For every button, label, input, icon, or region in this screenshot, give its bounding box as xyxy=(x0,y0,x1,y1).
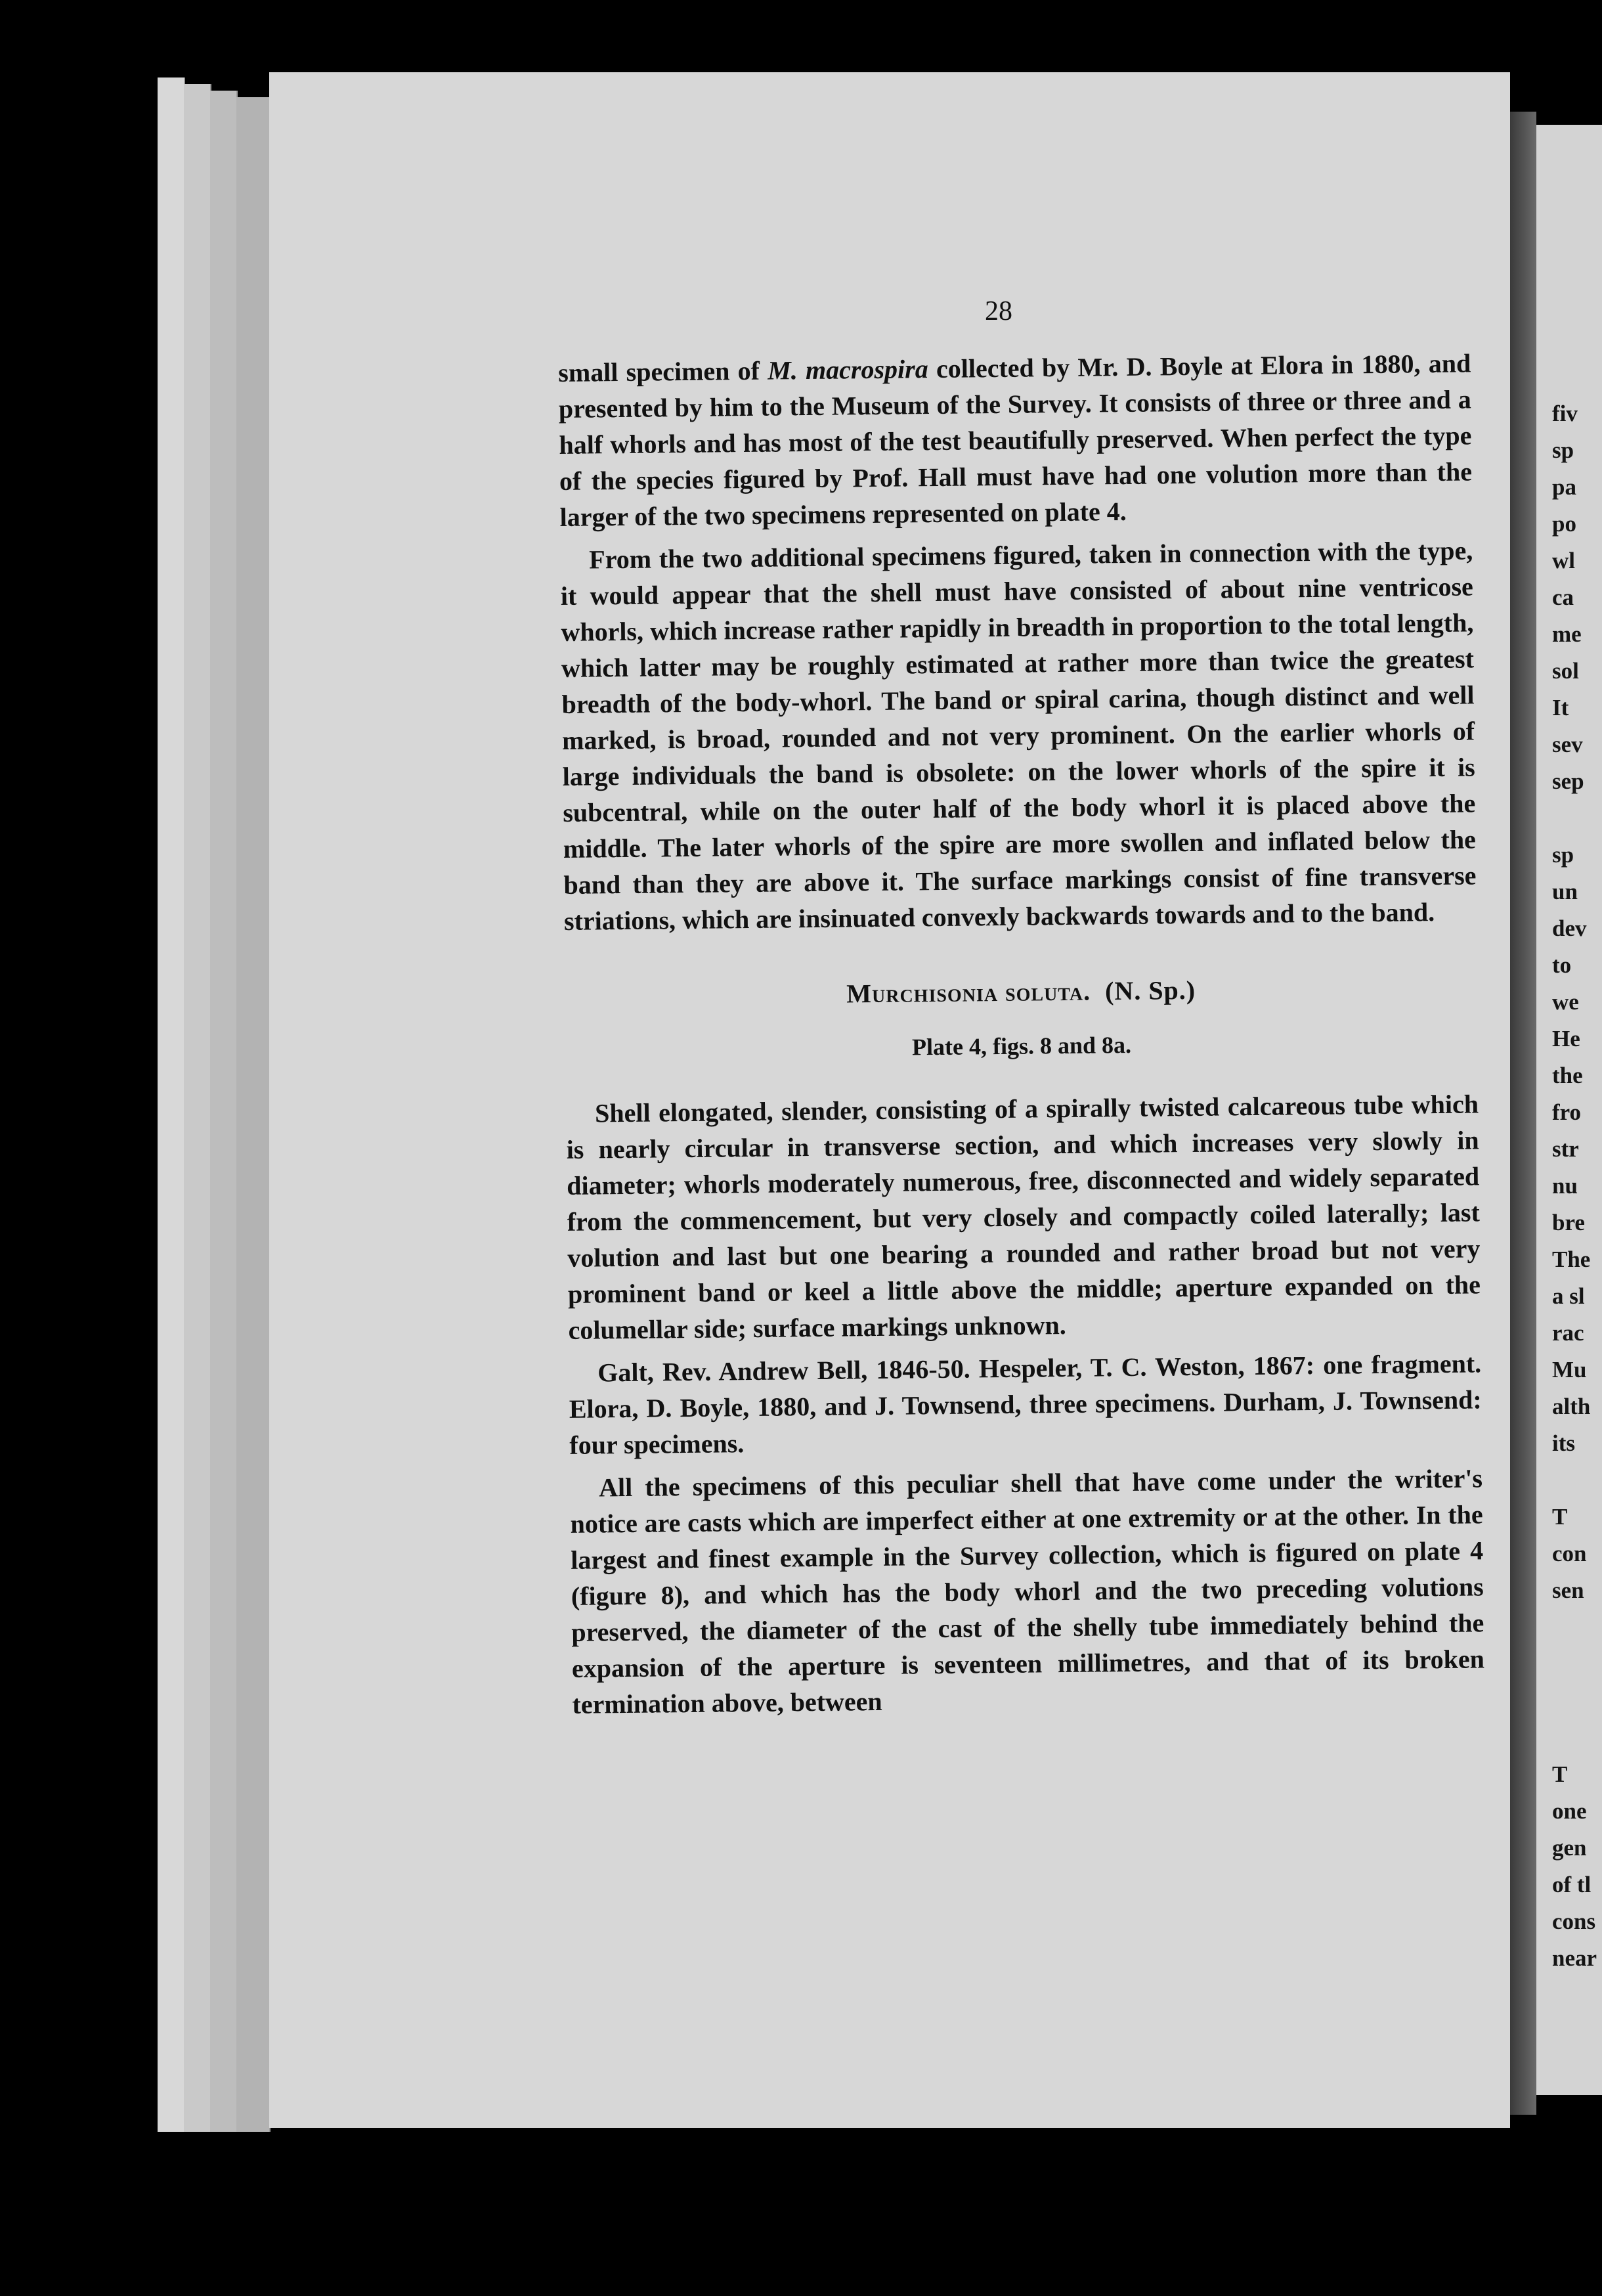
facing-line-fragment: sp xyxy=(1552,437,1574,463)
species-title: Murchisonia soluta. xyxy=(846,976,1091,1009)
facing-line-fragment: un xyxy=(1552,879,1578,904)
page-edge xyxy=(210,91,238,2132)
facing-line-fragment: rac xyxy=(1552,1320,1584,1346)
facing-page xyxy=(1536,125,1602,2095)
facing-line-fragment: dev xyxy=(1552,916,1587,941)
facing-line-fragment: wl xyxy=(1552,548,1575,573)
facing-line-fragment: gen xyxy=(1552,1835,1587,1861)
facing-line-fragment: sep xyxy=(1552,768,1584,794)
facing-line-fragment: Mu xyxy=(1552,1357,1587,1382)
facing-line-fragment: nu xyxy=(1552,1173,1578,1199)
facing-line-fragment: He xyxy=(1552,1026,1580,1051)
para1-text-before: small specimen of xyxy=(558,355,768,387)
facing-line-fragment: str xyxy=(1552,1136,1579,1162)
facing-line-fragment: The xyxy=(1552,1247,1591,1272)
paragraph-2: From the two additional specimens figured, taken in connection with the type, it would appear that the shell must have consisted of about nine ventricose whorls, which increase rather rapidly in breadth in proportion to the total length, which latter may be roughly estimated at rather more than twice the greatest breadth of the body-whorl. The band or spiral carina, though distinct and well marked, is broad, rounded and not very prominent. On the earlier whorls of large individuals the band is obsolete: on the lower whorls of the spire it is subcentral, while on the outer half of the body whorl it is placed above the middle. The later whorls of the spire are more swollen and inflated below the band than they are above it. The surface markings consist of fine transverse striations, which are insinuated convexly backwards towards and to the band. xyxy=(560,535,1477,936)
paragraph-1 xyxy=(558,345,1473,535)
facing-line-fragment: one xyxy=(1552,1798,1587,1824)
facing-line-fragment: cons xyxy=(1552,1909,1596,1934)
facing-line-fragment: sen xyxy=(1552,1578,1584,1603)
page-edge xyxy=(158,77,185,2132)
facing-line-fragment: sp xyxy=(1552,842,1574,868)
facing-line-fragment: me xyxy=(1552,621,1582,647)
facing-line-fragment: ca xyxy=(1552,585,1574,610)
facing-line-fragment: alth xyxy=(1552,1394,1591,1419)
facing-line-fragment: its xyxy=(1552,1430,1575,1456)
facing-line-fragment: po xyxy=(1552,511,1576,537)
facing-line-fragment: the xyxy=(1552,1063,1583,1088)
page-number: 28 xyxy=(985,296,1012,326)
paragraph-3: Shell elongated, slender, consisting of a spirally twisted calcareous tube which is nearly circular in transverse section, and which increases very slowly in diameter; whorls moderately numerous, free, disconnected and widely separated from the commencement, but very closely and compactly coiled laterally; last volution and last but one bearing a rounded and rather broad but not very prominent band or keel a little above the middle; aperture expanded on the columellar side; surface markings unknown. xyxy=(566,1089,1481,1345)
facing-line-fragment: pa xyxy=(1552,474,1576,500)
facing-line-fragment: fiv xyxy=(1552,401,1578,426)
facing-line-fragment: near xyxy=(1552,1945,1597,1971)
facing-line-fragment: of tl xyxy=(1552,1872,1591,1897)
facing-line-fragment: sev xyxy=(1552,732,1583,757)
page-text xyxy=(558,345,1485,1729)
paragraph-4: Galt, Rev. Andrew Bell, 1846-50. Hespeler, T. C. Weston, 1867: one fragment. Elora, D. Boyle, 1880, and J. Townsend, three specimens. Durham, J. Townsend: four specimens. xyxy=(569,1348,1482,1460)
book-gutter xyxy=(1510,112,1536,2115)
facing-line-fragment: T xyxy=(1552,1761,1568,1787)
plate-reference: Plate 4, figs. 8 and 8a. xyxy=(911,1031,1132,1061)
paragraph-5: All the specimens of this peculiar shell that have come under the writer's notice are casts which are imperfect either at one extremity or at the other. In the largest and finest example in the Survey collection, which is figured on plate 4 (figure 8), and which has the body whorl and the two preceding volutions preserved, the diameter of the cast of the shelly tube immediately behind the expansion of the aperture is seventeen millimetres, and that of its broken termination above, between xyxy=(570,1463,1485,1719)
species-name-italic: M. macrospira xyxy=(767,354,928,386)
page-edge xyxy=(236,97,271,2132)
facing-line-fragment: It xyxy=(1552,695,1569,720)
facing-line-fragment: we xyxy=(1552,989,1579,1015)
facing-line-fragment: con xyxy=(1552,1541,1587,1566)
facing-line-fragment: fro xyxy=(1552,1099,1582,1125)
facing-line-fragment: a sl xyxy=(1552,1283,1585,1309)
facing-line-fragment: sol xyxy=(1552,658,1579,684)
species-note: (N. Sp.) xyxy=(1104,975,1196,1006)
species-heading xyxy=(565,969,1477,1015)
para1-text-after: collected by Mr. D. Boyle at Elora in 1880, and presented by him to the Museum of the Survey. It consists of three or three and a half whorls and has most of the test beautifully preserved. When perfect the type of the species figured by Prof. Hall must have had one volution more than the larger of the two specimens represented on plate 4. xyxy=(558,348,1473,532)
facing-line-fragment: to xyxy=(1552,952,1572,978)
page-edge xyxy=(184,84,211,2132)
facing-line-fragment: bre xyxy=(1552,1210,1585,1235)
facing-line-fragment: T xyxy=(1552,1504,1568,1530)
